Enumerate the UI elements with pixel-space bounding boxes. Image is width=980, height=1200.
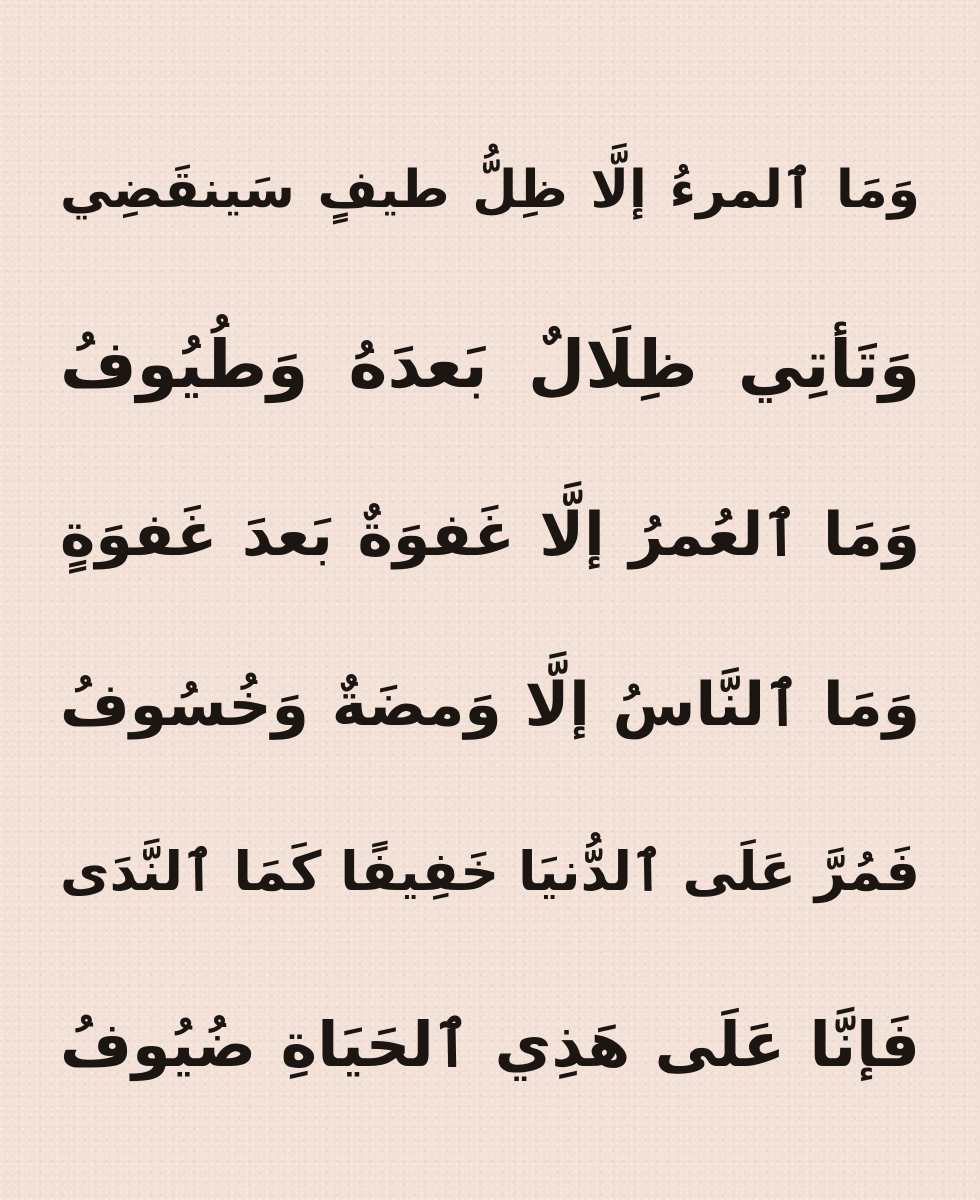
poem-verse-line-4: وَمَا ٱلنَّاسُ إلَّا وَمضَةٌ وَخُسُوفُ — [60, 670, 920, 740]
poem-verse-line-3: وَمَا ٱلعُمرُ إلَّا غَفوَةٌ بَعدَ غَفوَةٍ — [60, 500, 920, 570]
poem-verse-line-1: وَمَا ٱلمرءُ إلَّا ظِلُّ طيفٍ سَينقَضِي — [60, 160, 920, 220]
poem-verse-line-6: فَإنَّا عَلَى هَذِي ٱلحَيَاةِ ضُيُوفُ — [60, 1008, 920, 1081]
poem-verse-line-5: فَمُرَّ عَلَى ٱلدُّنيَا خَفِيفًا كَمَا ٱلنَّدَى — [60, 840, 920, 903]
poem-verse-line-2: وَتَأتِي ظِلَالٌ بَعدَهُ وَطُيُوفُ — [60, 326, 920, 403]
